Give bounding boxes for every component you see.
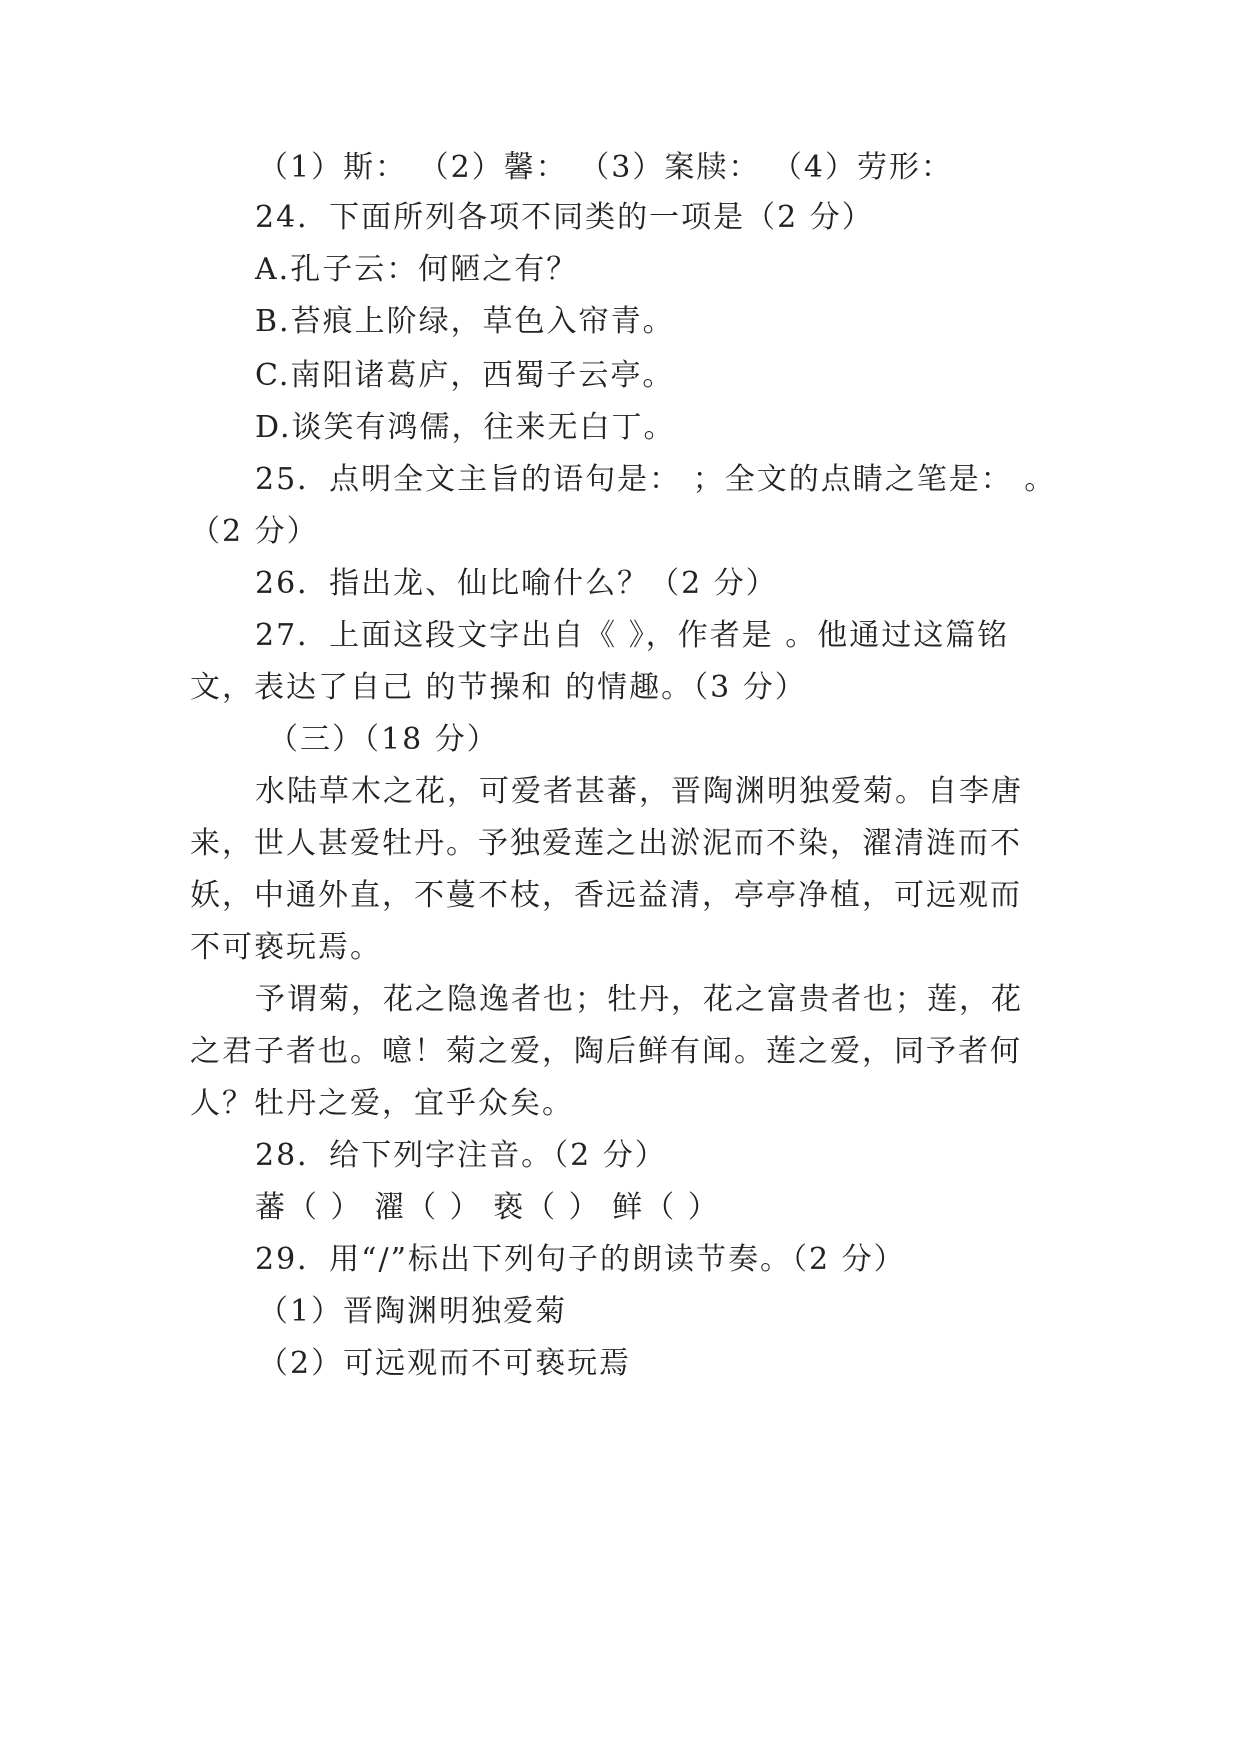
question-29: 29．用“/”标出下列句子的朗读节奏。（2 分） — [255, 1242, 906, 1277]
question-26: 26．指出龙、仙比喻什么？（2 分） — [255, 566, 778, 601]
option-c: C.南阳诸葛庐，西蜀子云亭。 — [255, 358, 675, 393]
option-a: A.孔子云：何陋之有？ — [255, 252, 579, 287]
section-heading: （三）（18 分） — [268, 722, 499, 757]
passage-line: 妖，中通外直，不蔓不枝，香远益清，亭亭净植，可远观而 — [190, 878, 1022, 913]
sentence-2: （2）可远观而不可亵玩焉 — [258, 1346, 632, 1381]
question-25: 25．点明全文主旨的语句是： ；全文的点睛之笔是： 。 — [255, 462, 1057, 497]
option-d: D.谈笑有鸿儒，往来无白丁。 — [255, 410, 676, 445]
question-27-continued: 文，表达了自己 的节操和 的情趣。（3 分） — [190, 670, 807, 705]
question-28: 28．给下列字注音。（2 分） — [255, 1138, 667, 1173]
question-27: 27．上面这段文字出自《 》，作者是 。他通过这篇铭 — [255, 618, 1010, 653]
sentence-1: （1）晋陶渊明独爱菊 — [258, 1294, 568, 1329]
passage-line: 予谓菊，花之隐逸者也；牡丹，花之富贵者也；莲，花 — [255, 982, 1023, 1017]
passage-line: 不可亵玩焉。 — [190, 930, 382, 965]
passage-line: 来，世人甚爱牡丹。予独爱莲之出淤泥而不染，濯清涟而不 — [190, 826, 1022, 861]
question-24: 24．下面所列各项不同类的一项是（2 分） — [255, 200, 874, 235]
option-b: B.苔痕上阶绿，草色入帘青。 — [255, 304, 675, 339]
passage-line: 之君子者也。噫！菊之爱，陶后鲜有闻。莲之爱，同予者何 — [190, 1034, 1022, 1069]
passage-line: 人？牡丹之爱，宜乎众矣。 — [190, 1086, 574, 1121]
vocab-items-line: （1）斯： （2）馨： （3）案牍： （4）劳形： — [258, 150, 953, 185]
pinyin-blanks: 蕃（ ） 濯（ ） 亵（ ） 鲜（ ） — [255, 1190, 720, 1225]
passage-line: 水陆草木之花，可爱者甚蕃，晋陶渊明独爱菊。自李唐 — [255, 774, 1023, 809]
question-25-points: （2 分） — [190, 514, 319, 549]
